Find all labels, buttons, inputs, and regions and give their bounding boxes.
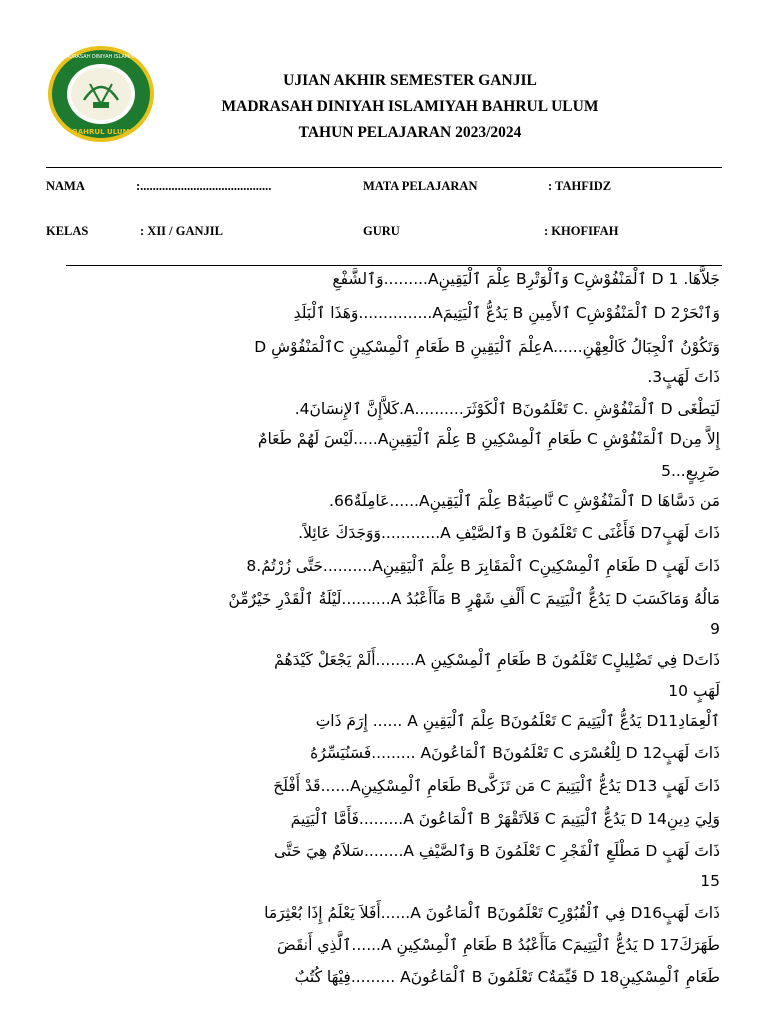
question-line: طَهَرَكَ17 D يَدُعُّ ٱلْيَتِيمَC مَآأَعْبُدُ B طَعَامِ ٱلْمِسْكِينِ A......ٱلَّذِي أَنقَضَ (276, 936, 720, 954)
question-line: ذَاتَ لَهَبٍ D مَطْلَعِ ٱلْفَجْرِ C تَعْلَمُونَ B وَٱلصَّيْفِ A........سَلاَمٌ هِيَ حَتَّى (274, 842, 720, 860)
question-line: إِلاَّ مِنD ٱلْمَنْفُوْشِ C طَعَامِ ٱلْمِسْكِينِ B عِلْمَ ٱلْيَقِينِA.....لَيْسَ لَهُمْ طَعَامٌ (257, 430, 720, 448)
question-line: مَن دَسَّاهَا D ٱلْمَنْفُوْشِ C نَّاصِبَةٌB عِلْمَ ٱلْيَقِينِA......عَامِلَةٌ66. (329, 492, 720, 510)
question-line: ذَاتَ لَهَبٍD 12 لِلْعُسْرَى C تَعْلَمُونَB ٱلْمَاعُونَA .........فَسَنُيَسِّرُهُ (310, 744, 720, 762)
exam-title: UJIAN AKHIR SEMESTER GANJIL (283, 72, 537, 89)
question-line: D ٱلْمَنْفُوْشِC طَعَامِ ٱلْمِسْكِينِ B عِلْمَ ٱلْيَقِينِA......وَتَكُوْنُ ٱلْجِبَالُ كَالْعِهْنِ (254, 338, 720, 356)
question-line: ذَاتَ لَهَبٍ D طَعَامِ ٱلْمِسْكِينِC ٱلْمَقَابِرَ B عِلْمَ ٱلْيَقِينِA..........حَتَّى زُرْتُمُ.8 (246, 557, 720, 575)
question-line: ذَاتَ لَهَبٍD7 فَأَغْنَى C تَعْلَمُونَ B وَٱلصَّيْفِ A............وَوَجَدَكَ عَائِلاً. (298, 524, 720, 542)
question-line: مَالُهُ وَمَاكَسَبَ D يَدُعُّ ٱلْيَتِيمَ C أَلْفِ شَهْرٍ B مَآأَعْبُدُ A..........لَيْلَةُ ٱلْقَدْرِ خَيْرٌمِّنْ (228, 590, 720, 608)
question-line: ذَاتَD فِي تَضْلِيلٍC تَعْلَمُونَ B طَعَامِ ٱلْمِسْكِينِ A........أَلَمْ يَجْعَلْ كَيْدَهُمْ (274, 651, 720, 669)
question-line: وَلِيَ دِينِD 14 يَدُعُّ ٱلْيَتِيمَ C فَلاَتَقْهَرْ B ٱلْمَاعُونَ A.........فَأَمَّا ٱلْيَتِيمَ (290, 810, 720, 828)
question-line: لَهَبٍ 10 (668, 682, 720, 700)
question-line: 9 (710, 620, 720, 638)
nama-label: NAMA (46, 179, 85, 193)
question-line: ضَرِيعٍ...5 (661, 462, 720, 480)
question-line: جَلاَّهَا. 1 D ٱلْمَنْفُوْشِC وَٱلْوَتْرِB عِلْمَ ٱلْيَقِينِA.........وَٱلشَّفْعِ (332, 270, 720, 288)
academic-year: TAHUN PELAJARAN 2023/2024 (298, 124, 522, 141)
school-name: MADRASAH DINIYAH ISLAMIYAH BAHRUL ULUM (221, 98, 599, 115)
guru-label: GURU (363, 224, 400, 238)
mapel-value: : TAHFIDZ (548, 179, 612, 193)
question-line: ٱلْعِمَادِD11 يَدُعُّ ٱلْيَتِيمَ C تَعْلَمُونَB عِلْمَ ٱلْيَقِينِ A ...... إِرَمَ ذَاتِ (315, 712, 720, 730)
question-line: ذَاتَ لَهَبٍD16 فِي ٱلْقُبُوْرِC تَعْلَمُونَB ٱلْمَاعُونَ A......أَفَلاَ يَعْلَمُ إِذَا بُعْثِرَمَا (264, 904, 720, 922)
question-line: لَيَطْغَى D ٱلْمَنْفُوْشِ .C تَعْلَمُونَB ٱلْكَوْثَرَ..........A.كَلاَّإِنَّ ٱلإِنسَانَ4. (294, 400, 720, 418)
question-line: 15 (700, 872, 720, 890)
svg-text:MADRASAH DINIYAH ISLAMIYAH: MADRASAH DINIYAH ISLAMIYAH (61, 54, 141, 60)
guru-value: : KHOFIFAH (544, 224, 619, 238)
header-divider (46, 167, 722, 168)
question-line: طَعَامِ ٱلْمِسْكِينِ18 D قَيِّمَةٌC تَعْلَمُونَ B ٱلْمَاعُونَA .........فِيْهَا كُتُبٌ (294, 968, 720, 986)
info-divider (66, 265, 722, 266)
question-line: وَٱنْحَرْ2 D ٱلْمَنْفُوْشِC ٱلأَمِينِ B يَدُعُّ ٱلْيَتِيمَA...............وَهَذَا ٱلْبَلَدِ (293, 304, 720, 322)
kelas-label: KELAS (46, 224, 89, 238)
svg-text:BAHRUL ULUM: BAHRUL ULUM (72, 128, 130, 136)
nama-field[interactable]: :.......................................... (136, 179, 272, 193)
mapel-label: MATA PELAJARAN (363, 179, 478, 193)
kelas-value: : XII / GANJIL (140, 224, 223, 238)
question-line: ذَاتَ لَهَبٍ D13 يَدُعُّ ٱلْيَتِيمَ C مَن تَزَكَّىB طَعَامِ ٱلْمِسْكِينِA......قَدْ أَفْلَحَ (273, 777, 720, 795)
question-line: ذَاتَ لَهَبٍ3. (647, 368, 720, 386)
school-logo (46, 44, 156, 144)
